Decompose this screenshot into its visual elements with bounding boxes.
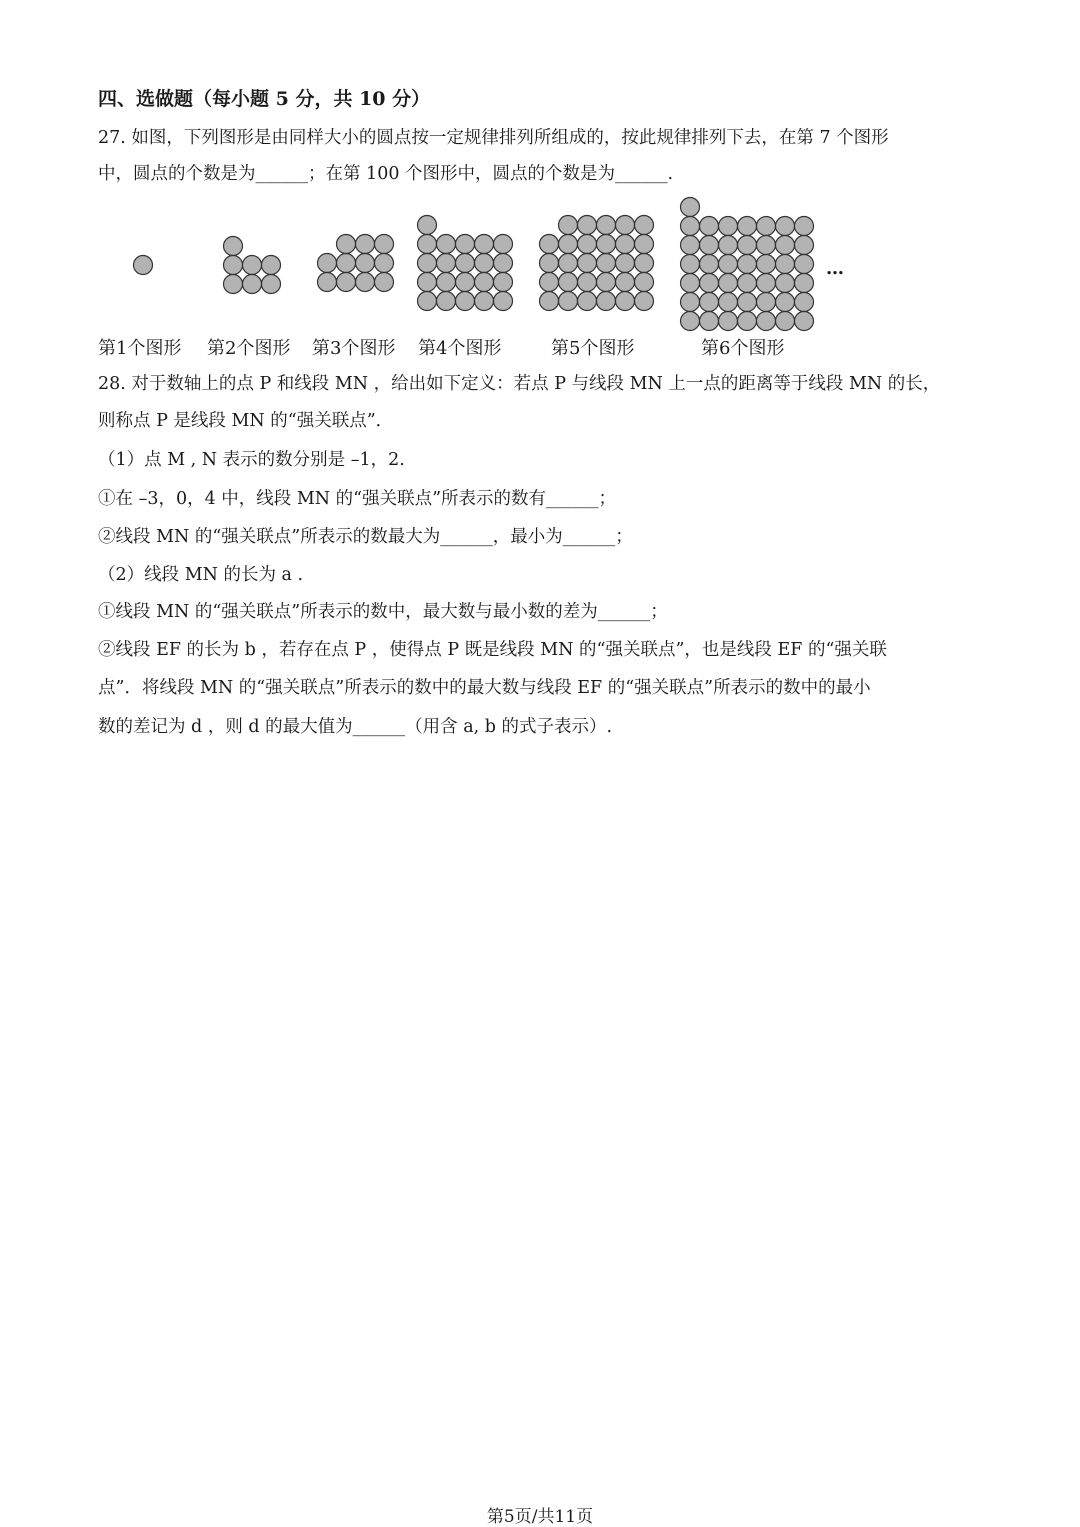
- figure-caption-2: 第2个图形: [207, 338, 291, 359]
- figures-ellipsis: …: [826, 258, 844, 279]
- q28-part2: （2）线段 MN 的长为 a .: [98, 565, 304, 585]
- page-footer: 第5页/共11页: [486, 1507, 594, 1527]
- section-title: 四、选做题（每小题 5 分，共 10 分）: [98, 88, 431, 110]
- figure-2: [220, 235, 284, 297]
- q28-part2-q2-line3: 数的差记为 d ，则 d 的最大值为______（用含 a, b 的式子表示）.: [98, 717, 613, 737]
- figure-1: [130, 252, 156, 278]
- q28-text-line2: 则称点 P 是线段 MN 的“强关联点”．: [98, 411, 394, 431]
- figure-caption-3: 第3个图形: [312, 338, 396, 359]
- figure-caption-5: 第5个图形: [551, 338, 635, 359]
- q28-part1: （1）点 M , N 表示的数分别是 –1，2.: [98, 450, 405, 470]
- q28-part1-q1: ①在 –3，0，4 中，线段 MN 的“强关联点”所表示的数有______；: [98, 489, 617, 509]
- q28-part2-q2-line2: 点”．将线段 MN 的“强关联点”所表示的数中的最大数与线段 EF 的“强关联点”所表示的数中的最小: [98, 678, 871, 698]
- q28-text-line1: 28. 对于数轴上的点 P 和线段 MN ，给出如下定义：若点 P 与线段 MN 上一点的距离等于线段 MN 的长，: [98, 374, 941, 394]
- q28-part2-q1: ①线段 MN 的“强关联点”所表示的数中，最大数与最小数的差为______；: [98, 602, 668, 622]
- figure-caption-6: 第6个图形: [701, 338, 785, 359]
- figure-caption-4: 第4个图形: [418, 338, 502, 359]
- q28-part2-q2-line1: ②线段 EF 的长为 b ，若存在点 P ，使得点 P 既是线段 MN 的“强关联点”，也是线段 EF 的“强关联: [98, 640, 887, 660]
- figure-4: [414, 214, 516, 314]
- figure-3: [314, 233, 396, 295]
- figure-6: [677, 196, 817, 334]
- q27-text-line2: 中，圆点的个数是为______；在第 100 个图形中，圆点的个数是为______.: [98, 164, 674, 184]
- figure-caption-1: 第1个图形: [98, 338, 182, 359]
- q28-part1-q2: ②线段 MN 的“强关联点”所表示的数最大为______，最小为______；: [98, 527, 633, 547]
- figure-5: [536, 214, 656, 314]
- q27-text-line1: 27. 如图，下列图形是由同样大小的圆点按一定规律排列所组成的，按此规律排列下去，在第 7 个图形: [98, 128, 889, 148]
